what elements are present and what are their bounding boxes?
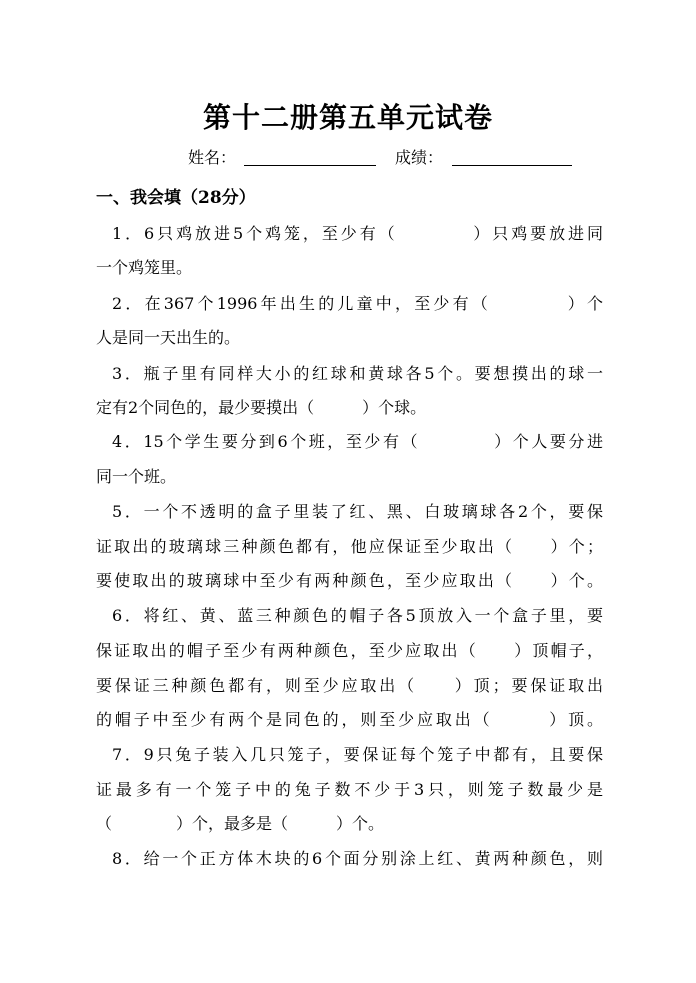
question-line: 的帽子中至少有两个是同色的，则至少应取出（ ）顶。 bbox=[96, 710, 603, 729]
question-line: 同一个班。 bbox=[96, 467, 177, 486]
question-line: 4．15个学生要分到6个班，至少有（ ）个人要分进 bbox=[112, 432, 603, 451]
score-blank[interactable] bbox=[452, 165, 572, 166]
question-line: 7．9只兔子装入几只笼子，要保证每个笼子中都有，且要保 bbox=[112, 745, 603, 764]
name-blank[interactable] bbox=[244, 165, 376, 166]
question-line: 要使取出的玻璃球中至少有两种颜色，至少应取出（ ）个。 bbox=[96, 571, 603, 590]
question-line: 8．给一个正方体木块的6个面分别涂上红、黄两种颜色，则 bbox=[112, 849, 603, 868]
name-label: 姓名： bbox=[188, 148, 237, 167]
question-line: 定有2个同色的，最少要摸出（ ）个球。 bbox=[96, 398, 427, 417]
page-title: 第十二册第五单元试卷 bbox=[202, 101, 493, 134]
question-line: 证取出的玻璃球三种颜色都有，他应保证至少取出（ ）个； bbox=[96, 537, 603, 556]
question-line: （ ）个，最多是（ ）个。 bbox=[96, 814, 385, 833]
question-line: 一个鸡笼里。 bbox=[96, 258, 193, 277]
score-label: 成绩： bbox=[395, 148, 444, 167]
question-line: 5．一个不透明的盒子里装了红、黑、白玻璃球各2个，要保 bbox=[112, 502, 603, 521]
question-line: 1．6只鸡放进5个鸡笼，至少有（ ）只鸡要放进同 bbox=[112, 224, 603, 243]
question-line: 3．瓶子里有同样大小的红球和黄球各5个。要想摸出的球一 bbox=[112, 364, 603, 383]
section-heading: 一、我会填（28分） bbox=[96, 188, 256, 208]
question-line: 6．将红、黄、蓝三种颜色的帽子各5顶放入一个盒子里，要 bbox=[112, 606, 603, 625]
question-line: 2．在367个1996年出生的儿童中，至少有（ ）个 bbox=[112, 294, 603, 313]
question-line: 保证取出的帽子至少有两种颜色，至少应取出（ ）顶帽子， bbox=[96, 641, 603, 660]
question-line: 证最多有一个笼子中的兔子数不少于3只，则笼子数最少是 bbox=[96, 780, 603, 799]
question-line: 要保证三种颜色都有，则至少应取出（ ）顶；要保证取出 bbox=[96, 676, 603, 695]
question-line: 人是同一天出生的。 bbox=[96, 328, 241, 347]
